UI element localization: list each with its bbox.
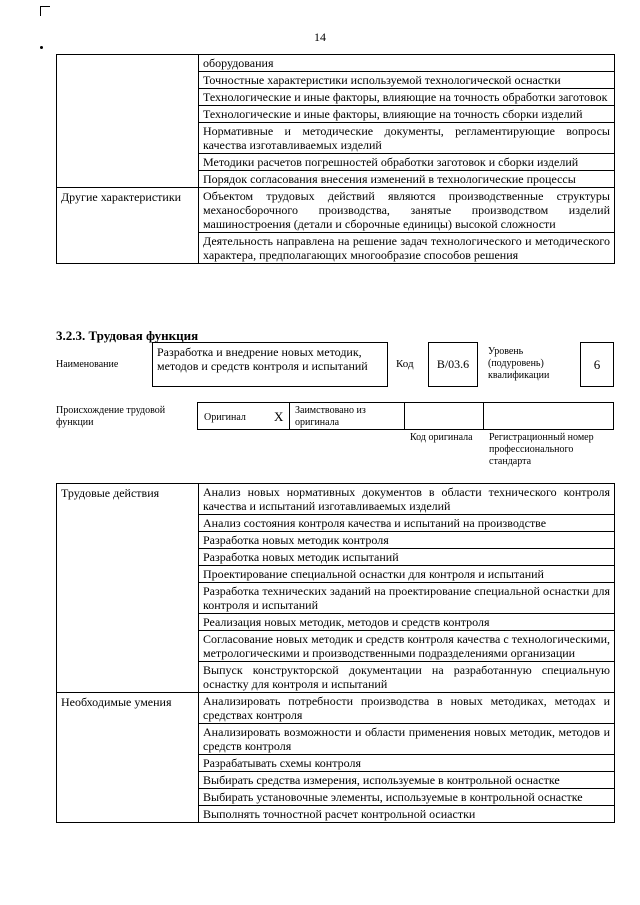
table-cell: Объектом трудовых действий являются производственные структуры механосборочного производства, занятые производством изделий машиностроения (детали и сборочные единицы) высокой сложности: [199, 188, 615, 233]
function-name-box: [152, 342, 388, 387]
characteristics-table: [56, 54, 615, 264]
page-number: 14: [314, 30, 326, 44]
level-label: Уровень (подуровень) квалификации: [488, 346, 550, 381]
table-cell: Технологические и иные факторы, влияющие на точность сборки изделий: [199, 106, 615, 123]
table-cell: Деятельность направлена на решение задач технологического и методического характера, предполагающих многообразие способов решения: [199, 233, 615, 264]
table-cell: Выпуск конструкторской документации на разработанную специальную оснастку для контроля и испытаний: [199, 662, 615, 693]
table-cell: Реализация новых методик, методов и средств контроля: [199, 614, 615, 631]
name-label: Наименование: [56, 359, 119, 370]
code-label: Код: [396, 358, 414, 370]
margin-dot: [40, 46, 43, 49]
table-row: [57, 484, 615, 515]
function-details-table: [56, 483, 615, 823]
table-row: [57, 693, 615, 724]
table-cell: Выполнять точностной расчет контрольной осиастки: [199, 806, 615, 823]
table-row: [57, 188, 615, 233]
code-box: [428, 342, 478, 387]
table-cell: оборудования: [199, 55, 615, 72]
borrowed-label: Заимствовано из оригинала: [295, 405, 366, 428]
table-cell: Разработка новых методик испытаний: [199, 549, 615, 566]
table-cell: Проектирование специальной оснастки для контроля и испытаний: [199, 566, 615, 583]
original-mark: X: [274, 409, 284, 424]
other-characteristics-label: Другие характеристики: [57, 188, 199, 264]
table-cell: Порядок согласования внесения изменений в технологические процессы: [199, 171, 615, 188]
table-cell: Согласование новых методик и средств контроля качества с технологическими, метрологическими и производственными подразделениями организации: [199, 631, 615, 662]
table-cell: Технологические и иные факторы, влияющие на точность обработки заготовок: [199, 89, 615, 106]
table-cell: Разработка новых методик контроля: [199, 532, 615, 549]
table-cell: Разработка технических заданий на проектирование специальной оснастки для контроля и испытаний: [199, 583, 615, 614]
table-cell: Анализировать потребности производства в новых методиках, методах и средствах контроля: [199, 693, 615, 724]
table-cell: Нормативные и методические документы, регламентирующие вопросы качества изготавливаемых изделий: [199, 123, 615, 154]
corner-crop-mark: [40, 6, 50, 16]
table-cell: Анализировать возможности и области применения новых методик, методов и средств контроля: [199, 724, 615, 755]
level-value: 6: [593, 356, 601, 372]
level-box: [580, 342, 614, 387]
origin-label: Происхождение трудовой функции: [56, 405, 166, 428]
section-label: Трудовые действия: [57, 484, 199, 693]
table-cell: Точностные характеристики используемой технологической оснастки: [199, 72, 615, 89]
original-label: Оригинал: [204, 412, 246, 423]
table-cell: Анализ новых нормативных документов в области технического контроля качества и испытаний изготавливаемых изделий: [199, 484, 615, 515]
original-box: [197, 402, 290, 430]
code-original-label: Код оригинала: [410, 432, 473, 443]
table-cell: Разрабатывать схемы контроля: [199, 755, 615, 772]
reg-number-box: [483, 402, 614, 430]
reg-number-label: Регистрационный номер профессионального стандарта: [489, 432, 594, 467]
empty-label-cell: [57, 55, 199, 188]
section-heading: 3.2.3. Трудовая функция: [56, 328, 199, 343]
function-name-value: Разработка и внедрение новых методик, методов и средств контроля и испытаний: [157, 345, 368, 373]
table-cell: Выбирать средства измерения, используемые в контрольной оснастке: [199, 772, 615, 789]
borrowed-box: [289, 402, 405, 430]
section-label: Необходимые умения: [57, 693, 199, 823]
code-value: B/03.6: [436, 357, 470, 371]
table-cell: Анализ состояния контроля качества и испытаний на производстве: [199, 515, 615, 532]
table-row: [57, 55, 615, 72]
code-original-box: [404, 402, 484, 430]
table-cell: Методики расчетов погрешностей обработки заготовок и сборки изделий: [199, 154, 615, 171]
table-cell: Выбирать установочные элементы, используемые в контрольной оснастке: [199, 789, 615, 806]
